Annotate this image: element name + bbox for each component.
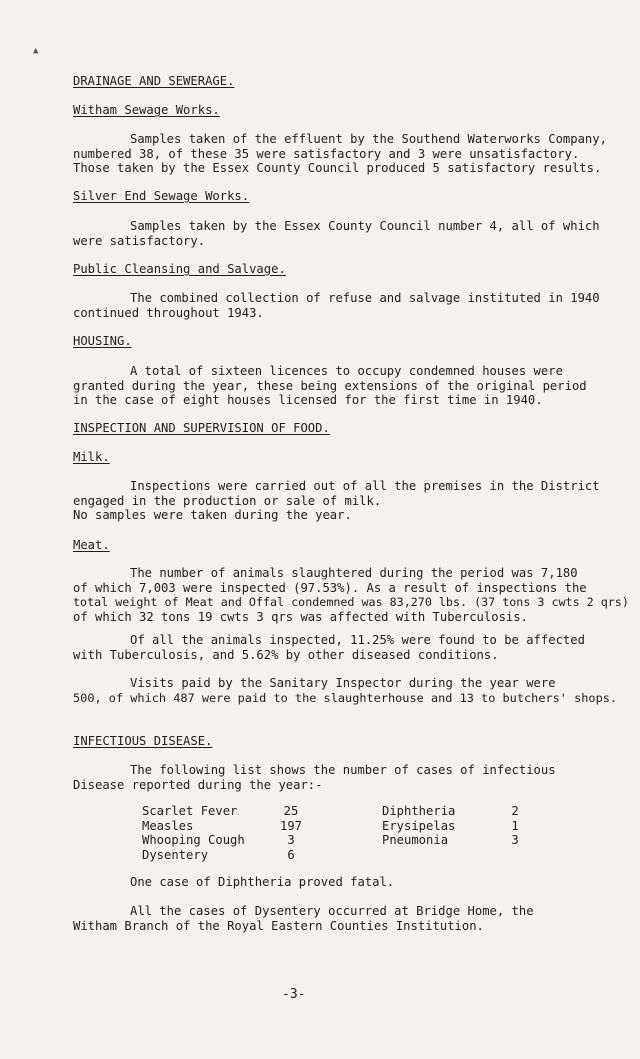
section-heading-drainage: DRAINAGE AND SEWERAGE.	[73, 74, 235, 88]
paragraph-housing	[73, 364, 628, 408]
section-heading-housing: HOUSING.	[73, 334, 132, 348]
paragraph-line: The number of animals slaughtered during the period was 7,180	[130, 566, 578, 580]
subheading-silver-end: Silver End Sewage Works.	[73, 189, 250, 203]
subsection-cleansing	[73, 262, 628, 277]
disease-cases: 1	[511, 818, 519, 833]
paragraph-line: granted during the year, these being extensions of the original period	[73, 378, 587, 393]
disease-name: Erysipelas	[382, 818, 456, 833]
disease-table	[142, 804, 562, 862]
disease-name: Pneumonia	[382, 833, 449, 847]
paragraph-meat	[73, 566, 628, 624]
disease-cases: 197	[279, 818, 302, 833]
disease-cases: 25	[283, 804, 299, 818]
paragraph-milk	[73, 479, 628, 523]
paragraph-line: in the case of eight houses licensed for the first time in 1940.	[73, 393, 543, 407]
paragraph-line: total weight of Meat and Offal condemned was 83,270 lbs. (37 tons 3 cwts 2 qrs)	[73, 595, 629, 609]
paragraph-meat-3	[73, 676, 628, 705]
section-food	[73, 421, 628, 436]
section-infectious	[73, 734, 628, 749]
subsection-milk	[73, 450, 628, 465]
paragraph-line: Of all the animals inspected, 11.25% were found to be affected	[130, 633, 585, 647]
paragraph-line: No samples were taken during the year.	[73, 508, 352, 522]
subheading-cleansing: Public Cleansing and Salvage.	[73, 262, 286, 276]
paragraph-line: Samples taken by the Essex County Council number 4, all of which	[130, 219, 600, 233]
section-heading-infectious: INFECTIOUS DISEASE.	[73, 734, 213, 748]
table-row	[142, 804, 562, 819]
subheading-milk: Milk.	[73, 450, 110, 464]
paragraph-line: Disease reported during the year:-	[73, 777, 323, 792]
paragraph-line: Witham Branch of the Royal Eastern Counties Institution.	[73, 918, 484, 933]
table-row	[142, 833, 562, 848]
subheading-meat: Meat.	[73, 538, 110, 552]
paragraph-dysentery	[73, 904, 628, 933]
paragraph-line: A total of sixteen licences to occupy condemned houses were	[130, 364, 563, 378]
paragraph-line: The following list shows the number of cases of infectious	[130, 763, 556, 777]
table-row	[142, 848, 562, 863]
section-housing	[73, 334, 628, 349]
disease-name: Scarlet Fever	[142, 804, 238, 818]
paragraph-line: of which 7,003 were inspected (97.53%). As a result of inspections the	[73, 580, 587, 595]
subsection-witham	[73, 103, 628, 118]
subsection-meat	[73, 538, 628, 553]
paragraph-line: 500, of which 487 were paid to the slaughterhouse and 13 to butchers' shops.	[73, 690, 618, 705]
paragraph-line: continued throughout 1943.	[73, 305, 264, 320]
paragraph-witham	[73, 132, 628, 176]
disease-cases: 2	[511, 804, 519, 818]
table-row	[142, 819, 562, 834]
paragraph-line: The combined collection of refuse and salvage instituted in 1940	[130, 291, 600, 305]
page-number: -3-	[282, 987, 306, 1002]
paragraph-meat-2	[73, 633, 628, 662]
section-drainage	[73, 74, 628, 89]
paragraph-line: engaged in the production or sale of milk.	[73, 493, 382, 508]
paragraph-fatal	[73, 875, 628, 890]
disease-cases: 3	[511, 833, 519, 847]
section-heading-food: INSPECTION AND SUPERVISION OF FOOD.	[73, 421, 330, 435]
disease-name: Diphtheria	[382, 804, 456, 818]
paragraph-silver-end	[73, 219, 628, 248]
paragraph-line: with Tuberculosis, and 5.62% by other diseased conditions.	[73, 647, 499, 662]
paragraph-line: Visits paid by the Sanitary Inspector during the year were	[130, 676, 556, 690]
paragraph-infectious-intro	[73, 763, 628, 792]
subheading-witham: Witham Sewage Works.	[73, 103, 220, 117]
paragraph-line: of which 32 tons 19 cwts 3 qrs was affected with Tuberculosis.	[73, 609, 528, 624]
disease-name: Dysentery	[142, 847, 209, 862]
subsection-silver-end	[73, 189, 628, 204]
paragraph-line: Inspections were carried out of all the premises in the District	[130, 479, 600, 493]
disease-name: Measles	[142, 818, 194, 833]
paragraph-cleansing	[73, 291, 628, 320]
paragraph-line: One case of Diphtheria proved fatal.	[130, 875, 395, 889]
paragraph-line: numbered 38, of these 35 were satisfactory and 3 were unsatisfactory.	[73, 146, 580, 161]
scan-mark: ▲	[33, 46, 39, 56]
paragraph-line: Those taken by the Essex County Council produced 5 satisfactory results.	[73, 161, 602, 175]
disease-cases: 6	[287, 847, 295, 862]
disease-cases: 3	[287, 833, 295, 847]
paragraph-line: All the cases of Dysentery occurred at Bridge Home, the	[130, 904, 534, 918]
disease-name: Whooping Cough	[142, 833, 245, 847]
paragraph-line: Samples taken of the effluent by the Southend Waterworks Company,	[130, 132, 607, 146]
paragraph-line: were satisfactory.	[73, 233, 206, 248]
